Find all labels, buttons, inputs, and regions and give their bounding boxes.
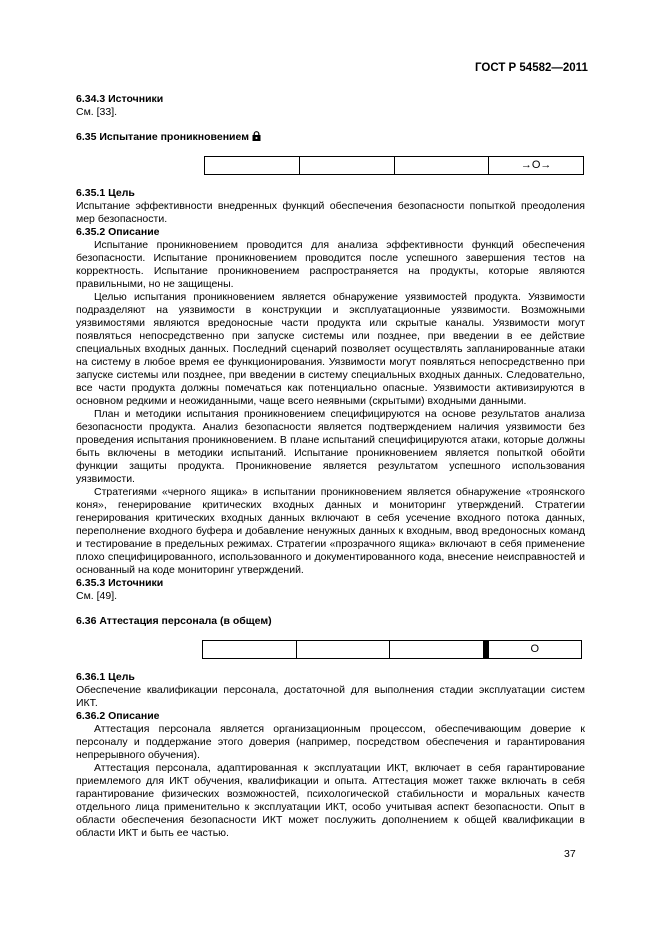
subsection-heading: 6.36.2 Описание xyxy=(76,710,160,722)
table-cell xyxy=(202,640,297,659)
table-cell: O xyxy=(484,640,583,659)
paragraph: Стратегиями «черного ящика» в испытании проникновением является обнаружение «троянского коня», генерирование критических входных данных и мониторинг утверждений. Стратегии генерирования критических входных данных включают в себя усечение входного потока данных, переполнение входного буфера и добавление ненужных данных к входным, ввод вредоносных команд и тестирование в предельных режимах. Стратегии «прозрачного ящика» включают в себя применение плохо специфицированного, использованного и документированного кода, внесение неисправностей и основанный на коде мониторинг утверждений. xyxy=(76,486,585,576)
subsection-heading: 6.36.1 Цель xyxy=(76,671,135,683)
lifecycle-table xyxy=(204,156,584,175)
paragraph: Обеспечение квалификации персонала, достаточной для выполнения стадии эксплуатации систем ИКТ. xyxy=(76,684,585,709)
document-body xyxy=(76,93,585,840)
section-ref: См. [33]. xyxy=(76,106,118,118)
section-heading: 6.36 Аттестация персонала (в общем) xyxy=(76,615,272,627)
table-cell xyxy=(395,156,490,175)
section-heading: 6.34.3 Источники xyxy=(76,93,164,105)
lifecycle-table xyxy=(202,640,582,659)
page-number: 37 xyxy=(564,848,576,860)
table-cell xyxy=(390,640,484,659)
subsection-heading: 6.35.2 Описание xyxy=(76,226,160,238)
paragraph: Аттестация персонала является организационным процессом, обеспечивающим доверие к персоналу и поддержание этого доверия (например, посредством обеспечения и гарантирования непрерывного обучения). xyxy=(76,723,585,761)
lock-icon xyxy=(252,131,261,141)
section-heading: 6.35 Испытание проникновением xyxy=(76,131,585,144)
table-cell xyxy=(204,156,300,175)
paragraph: Целью испытания проникновением является обнаружение уязвимостей продукта. Уязвимости подразделяют на уязвимости в конструкции и эксплуатационные уязвимости. Возможными уязвимостями являются вредоносные части продукта или скрытые каналы. Уязвимости могут появляться непосредственно при запуске системы или позднее, при введении в ее действие специальных входных данных. Последний сценарий позволяет осуществлять запланированные атаки на систему в любое время ее функционирования. Уязвимости могут появляться непосредственно при запуске системы или позднее, при введении в систему специальных входных данных. Следовательно, все части продукта должны помечаться как потенциально опасные. Уязвимости активизируются в основном редкими и неожиданными, чаще всего неявными (скрытыми) входными данными. xyxy=(76,291,585,407)
subsection-heading: 6.35.1 Цель xyxy=(76,187,135,199)
paragraph: План и методики испытания проникновением специфицируются на основе результатов анализа безопасности продукта. Анализ безопасности является подтверждением наличия уязвимости без проведения испытания проникновением. В плане испытаний специфицируются атаки, которые должны быть включены в методики испытаний. Испытание проникновением является попыткой обойти функции защиты продукта. Проникновение является результатом успешного использования уязвимости. xyxy=(76,408,585,485)
paragraph: Испытание эффективности внедренных функций обеспечения безопасности попыткой преодоления мер безопасности. xyxy=(76,200,585,225)
table-cell xyxy=(297,640,391,659)
paragraph: Аттестация персонала, адаптированная к эксплуатации ИКТ, включает в себя гарантирование приемлемого для ИКТ обучения, квалификации и опыта. Аттестация может также включать в себя гарантирование физических возможностей, психологической стабильности и моральных качеств отдельного лица применительно к эксплуатации ИКТ, особо учитывая аспект безопасности. Опыт в области обеспечения безопасности ИКТ может послужить дополнением к общей квалификации в области ИКТ и быть ее частью. xyxy=(76,762,585,839)
standard-header: ГОСТ Р 54582—2011 xyxy=(475,62,588,74)
paragraph: Испытание проникновением проводится для анализа эффективности функций обеспечения безопасности. Испытание проникновением проводится после успешного завершения тестов на корректность. Испытание проникновением распространяется на продукты, которые являются правильными, но не защищены. xyxy=(76,239,585,290)
section-ref: См. [49]. xyxy=(76,590,118,602)
table-cell: →O→ xyxy=(489,156,584,175)
table-cell xyxy=(300,156,395,175)
subsection-heading: 6.35.3 Источники xyxy=(76,577,164,589)
